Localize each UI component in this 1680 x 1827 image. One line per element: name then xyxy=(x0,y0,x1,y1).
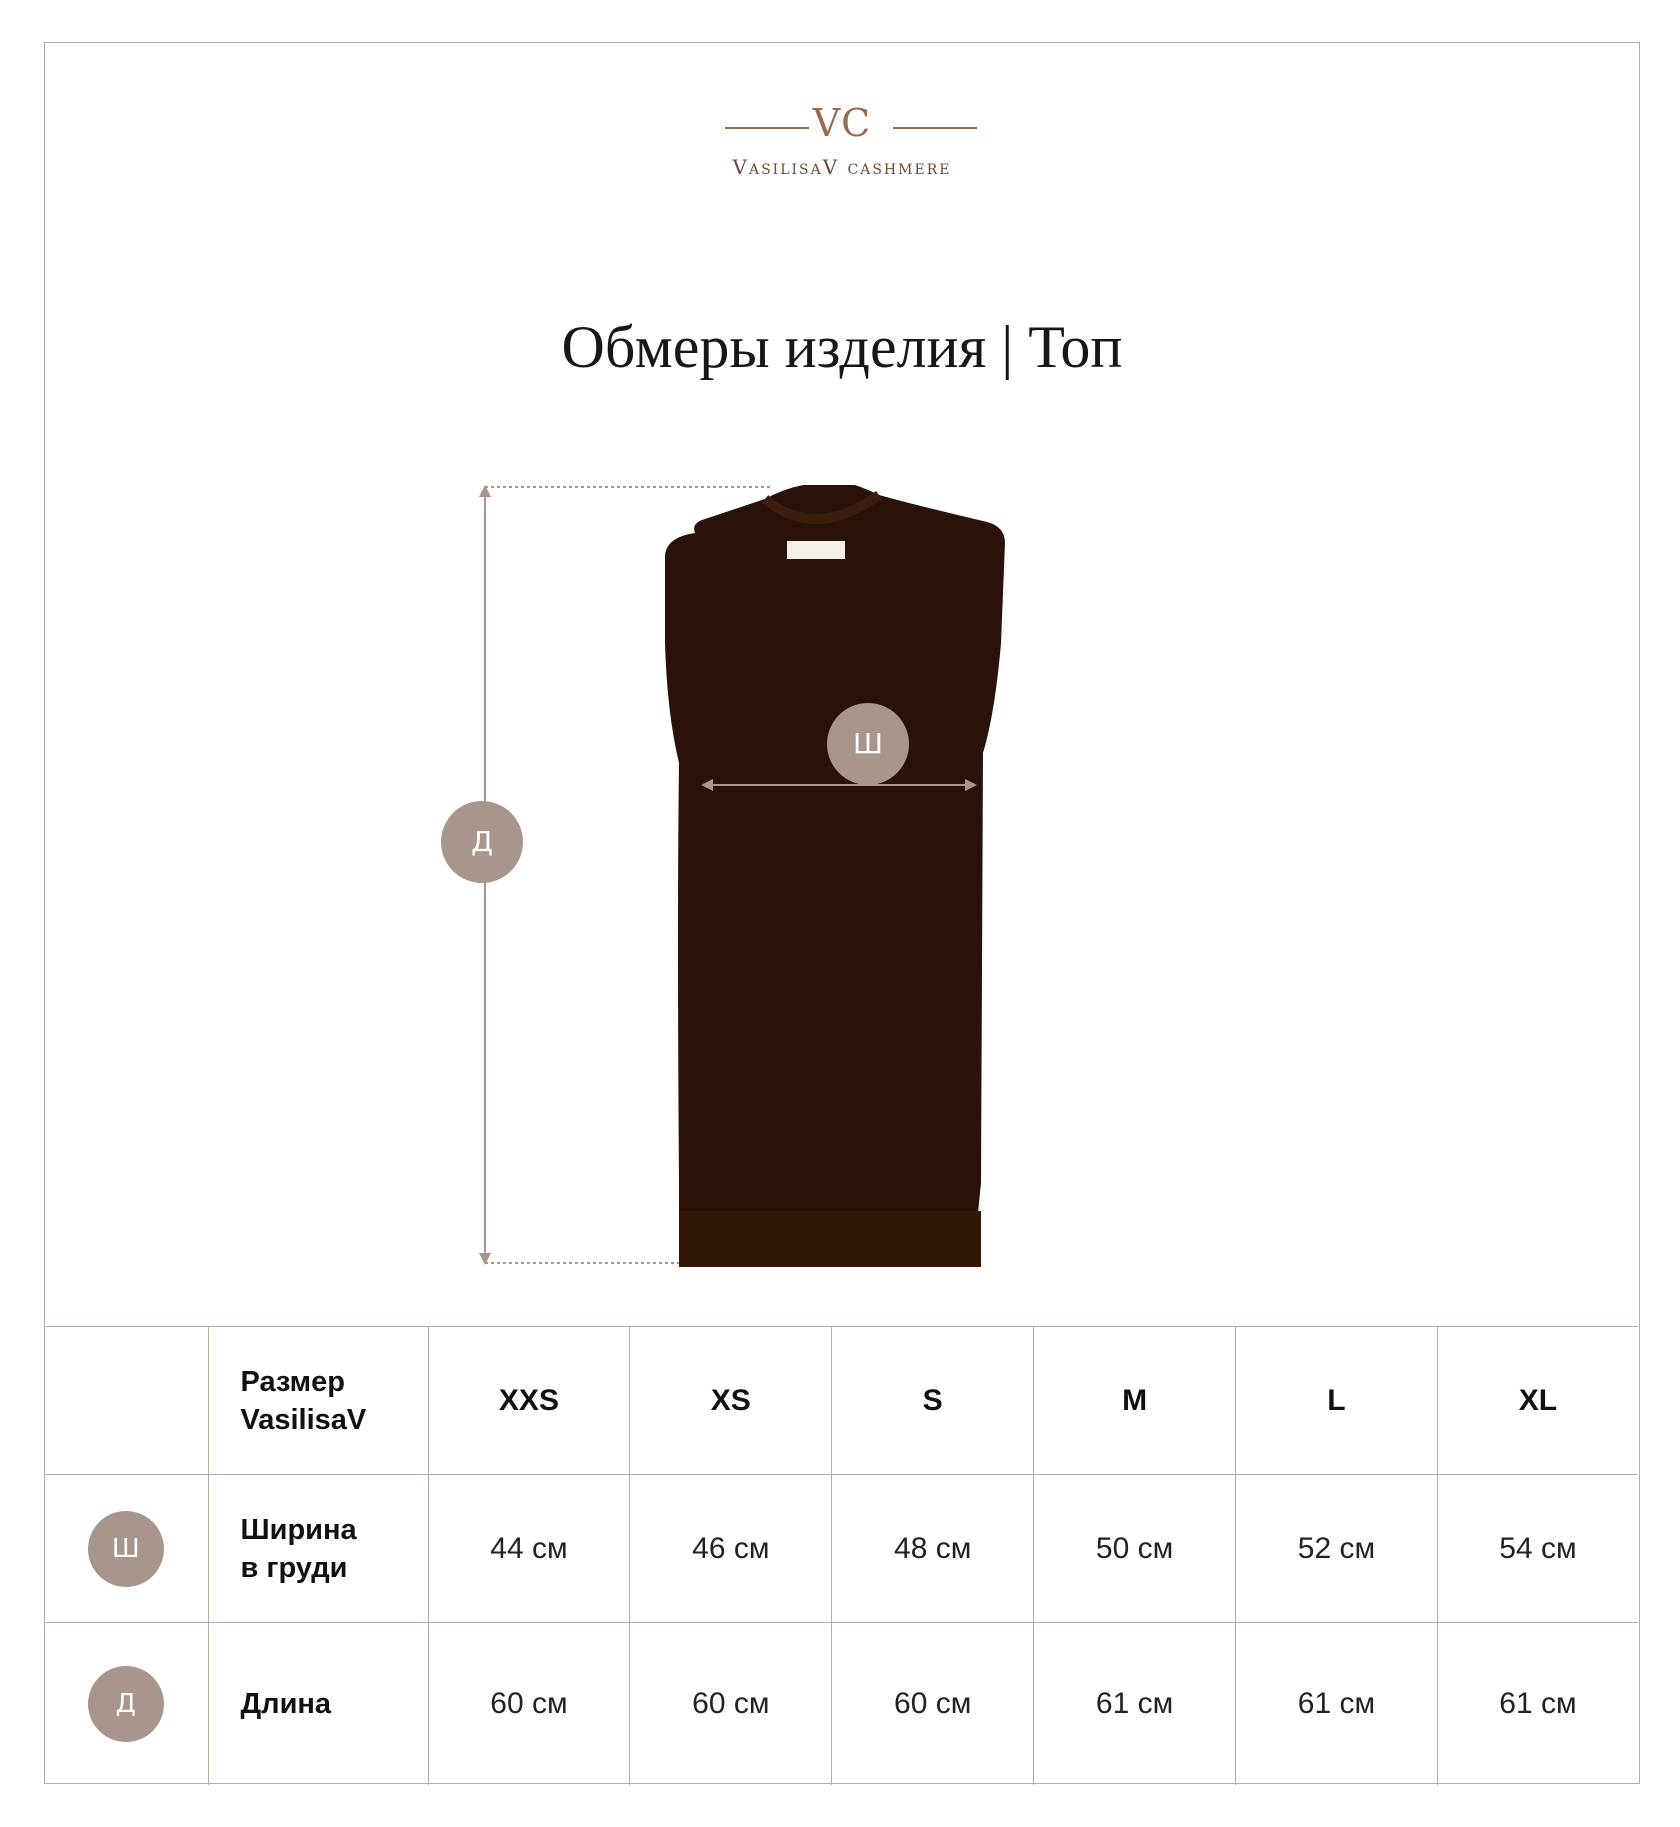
table-row xyxy=(44,1623,1638,1785)
table-cell: 46 см xyxy=(630,1475,832,1623)
vest-body xyxy=(665,485,1005,1267)
row-marker-cell xyxy=(44,1475,208,1623)
hem-rib xyxy=(679,1211,981,1267)
table-cell: 48 см xyxy=(832,1475,1034,1623)
width-marker-badge: Ш xyxy=(88,1511,164,1587)
size-m: M xyxy=(1034,1327,1236,1475)
table-cell: 44 см xyxy=(428,1475,630,1623)
size-table xyxy=(44,1326,1638,1785)
row-label-line1: Ширина xyxy=(240,1513,357,1546)
size-xs: XS xyxy=(630,1327,832,1475)
row-marker-cell xyxy=(44,1623,208,1785)
row-label-line1: Длина xyxy=(240,1687,332,1720)
table-cell: 54 см xyxy=(1437,1475,1638,1623)
row-label-line2: в груди xyxy=(240,1551,348,1584)
table-cell: 50 см xyxy=(1034,1475,1236,1623)
header-label-line2: VasilisaV xyxy=(240,1403,367,1436)
size-l: L xyxy=(1236,1327,1438,1475)
header-label-line1: Размер xyxy=(240,1365,345,1398)
size-s: S xyxy=(832,1327,1034,1475)
page-title: Обмеры изделия | Топ xyxy=(561,314,1123,380)
table-row xyxy=(44,1475,1638,1623)
header-label-cell xyxy=(208,1327,428,1475)
width-marker: Ш xyxy=(827,703,909,785)
length-marker-badge: Д xyxy=(88,1666,164,1742)
header-icon-cell xyxy=(44,1327,208,1475)
row-label-cell xyxy=(208,1623,428,1785)
logo-monogram: VC xyxy=(812,101,872,145)
table-cell: 52 см xyxy=(1236,1475,1438,1623)
row-label-cell xyxy=(208,1475,428,1623)
table-cell: 61 см xyxy=(1499,1686,1577,1720)
size-xxs: XXS xyxy=(428,1327,630,1475)
garment-illustration xyxy=(465,483,1165,1303)
table-cell: 60 см xyxy=(630,1623,832,1785)
length-marker: Д xyxy=(441,801,523,883)
table-cell: 60 см xyxy=(832,1623,1034,1785)
size-xl: XL xyxy=(1437,1327,1638,1475)
garment-label xyxy=(787,541,845,559)
logo-right-line xyxy=(893,127,977,129)
table-cell: 61 см xyxy=(1236,1623,1438,1785)
table-cell: 60 см xyxy=(428,1623,630,1785)
table-cell: 61 см xyxy=(1034,1623,1236,1785)
table-header-row xyxy=(44,1327,1638,1475)
logo-brand-name: VasilisaV cashmere xyxy=(732,155,952,179)
